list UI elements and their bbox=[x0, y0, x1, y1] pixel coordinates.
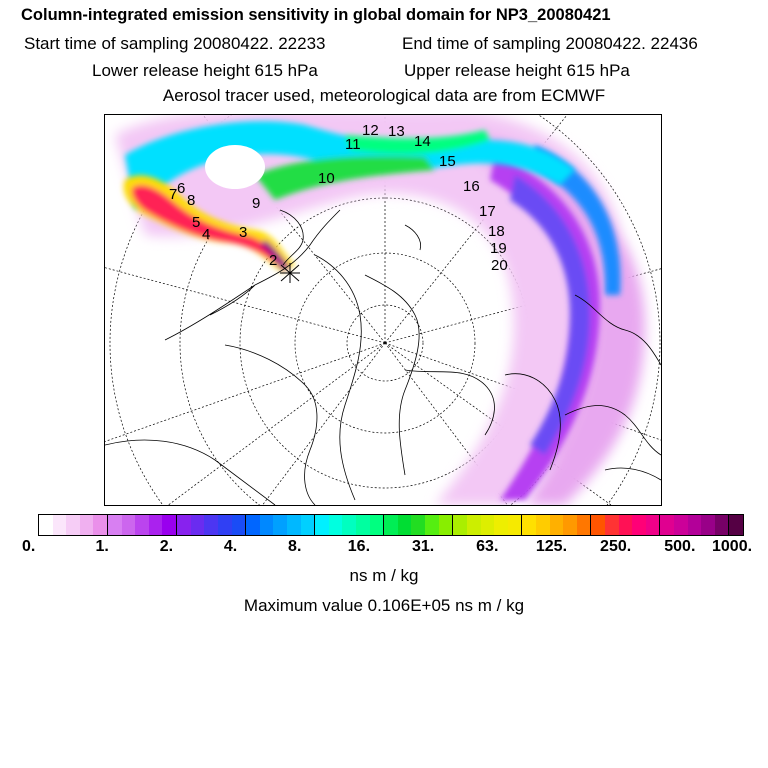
day-label: 20 bbox=[491, 257, 508, 274]
colorbar-tick-label: 16. bbox=[347, 538, 371, 555]
day-label: 13 bbox=[388, 123, 405, 140]
colorbar-segment bbox=[425, 515, 439, 535]
colorbar-segment bbox=[563, 515, 577, 535]
colorbar bbox=[38, 514, 744, 536]
colorbar-segment bbox=[232, 515, 246, 535]
colorbar-tick-label: 500. bbox=[664, 538, 696, 555]
lower-release-label: Lower release height 615 hPa bbox=[92, 61, 318, 80]
colorbar-ticks bbox=[0, 538, 768, 558]
colorbar-segment bbox=[659, 515, 674, 535]
colorbar-segment bbox=[66, 515, 80, 535]
colorbar-segment bbox=[619, 515, 633, 535]
colorbar-tick-label: 125. bbox=[535, 538, 568, 555]
day-label: 19 bbox=[490, 240, 507, 257]
plot-title: Column-integrated emission sensitivity in global domain for NP3_20080421 bbox=[21, 6, 611, 24]
map-canvas bbox=[105, 115, 661, 505]
colorbar-tick-label: 250. bbox=[600, 538, 632, 555]
colorbar-segment bbox=[204, 515, 218, 535]
colorbar-tick-label: 31. bbox=[411, 538, 435, 555]
day-label: 3 bbox=[239, 224, 248, 241]
colorbar-segment bbox=[287, 515, 301, 535]
colorbar-tick-label: 2. bbox=[159, 538, 174, 555]
end-time-label: End time of sampling 20080422. 22436 bbox=[402, 34, 698, 53]
colorbar-segment bbox=[508, 515, 522, 535]
colorbar-segment bbox=[452, 515, 467, 535]
colorbar-tick-label: 8. bbox=[288, 538, 302, 555]
colorbar-segment bbox=[536, 515, 550, 535]
colorbar-segment bbox=[411, 515, 425, 535]
colorbar-segment bbox=[494, 515, 508, 535]
colorbar-segment bbox=[701, 515, 715, 535]
colorbar-segment bbox=[688, 515, 702, 535]
colorbar-tick-label: 63. bbox=[476, 538, 499, 555]
colorbar-segment bbox=[674, 515, 688, 535]
upper-release-label: Upper release height 615 hPa bbox=[404, 61, 630, 80]
colorbar-segment bbox=[646, 515, 660, 535]
colorbar-segment bbox=[39, 515, 53, 535]
colorbar-segment bbox=[577, 515, 591, 535]
units-label: ns m / kg bbox=[349, 566, 419, 585]
start-time-label: Start time of sampling 20080422. 22233 bbox=[24, 34, 326, 53]
colorbar-segment bbox=[260, 515, 274, 535]
day-label: 6 bbox=[177, 180, 186, 197]
max-value-label: Maximum value 0.106E+05 ns m / kg bbox=[243, 596, 525, 615]
colorbar-segment bbox=[176, 515, 191, 535]
colorbar-segment bbox=[715, 515, 729, 535]
colorbar-segment bbox=[301, 515, 315, 535]
colorbar-segment bbox=[728, 515, 743, 535]
colorbar-segment bbox=[80, 515, 94, 535]
colorbar-segment bbox=[122, 515, 136, 535]
day-label: 16 bbox=[463, 178, 480, 195]
colorbar-segment bbox=[218, 515, 232, 535]
colorbar-segment bbox=[93, 515, 107, 535]
day-label: 11 bbox=[345, 136, 361, 153]
colorbar-tick-label: 1. bbox=[95, 538, 109, 555]
colorbar-segment bbox=[135, 515, 149, 535]
colorbar-segment bbox=[439, 515, 453, 535]
colorbar-segment bbox=[107, 515, 122, 535]
colorbar-segment bbox=[370, 515, 384, 535]
colorbar-segment bbox=[521, 515, 536, 535]
colorbar-segment bbox=[245, 515, 260, 535]
colorbar-segment bbox=[481, 515, 495, 535]
colorbar-segment bbox=[273, 515, 287, 535]
colorbar-segment bbox=[329, 515, 343, 535]
colorbar-tick-label: 1000. bbox=[712, 538, 753, 555]
colorbar-segment bbox=[632, 515, 646, 535]
colorbar-tick-label: 4. bbox=[223, 538, 238, 555]
day-label: 15 bbox=[439, 153, 456, 170]
day-label: 9 bbox=[252, 195, 261, 212]
tracer-info-label: Aerosol tracer used, meteorological data are from ECMWF bbox=[162, 86, 606, 105]
colorbar-segment bbox=[383, 515, 398, 535]
emission-sensitivity-map bbox=[104, 114, 662, 506]
colorbar-segment bbox=[342, 515, 356, 535]
colorbar-segment bbox=[605, 515, 619, 535]
day-label: 17 bbox=[479, 203, 496, 220]
colorbar-segment bbox=[398, 515, 412, 535]
plume-gap bbox=[205, 145, 265, 189]
colorbar-segment bbox=[53, 515, 67, 535]
day-label: 2 bbox=[269, 252, 278, 269]
day-label: 10 bbox=[318, 170, 335, 187]
day-label: 12 bbox=[362, 122, 379, 139]
colorbar-segment bbox=[314, 515, 329, 535]
colorbar-segment bbox=[550, 515, 564, 535]
day-label: 18 bbox=[488, 223, 505, 240]
colorbar-segment bbox=[162, 515, 176, 535]
day-label: 14 bbox=[414, 133, 431, 150]
day-label: 5 bbox=[192, 214, 201, 231]
day-label: 7 bbox=[169, 186, 178, 203]
colorbar-segment bbox=[590, 515, 605, 535]
day-label: 8 bbox=[187, 192, 196, 209]
colorbar-segment bbox=[467, 515, 481, 535]
colorbar-segment bbox=[191, 515, 205, 535]
colorbar-segment bbox=[356, 515, 370, 535]
colorbar-segment bbox=[149, 515, 163, 535]
day-label: 4 bbox=[202, 226, 211, 243]
colorbar-tick-label: 0. bbox=[22, 538, 36, 555]
